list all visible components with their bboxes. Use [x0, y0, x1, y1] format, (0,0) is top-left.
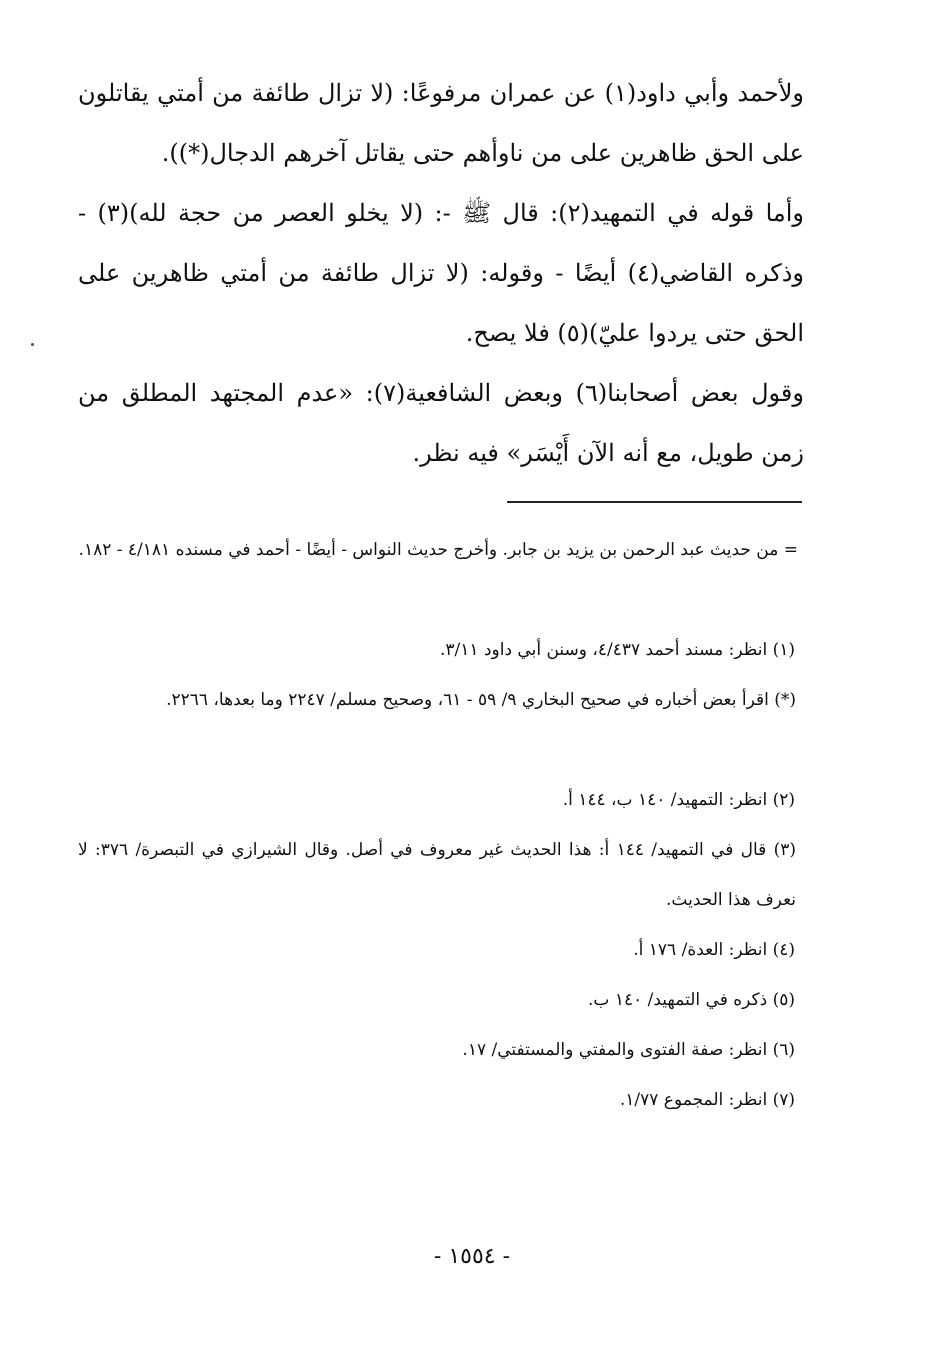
footnote-6: (٦) انظر: صفة الفتوى والمفتي والمستفتي/ ١٧.	[462, 1040, 795, 1060]
footnote-3: (٣) قال في التمهيد/ ١٤٤ أ: هذا الحديث غير معروف في أصل. وقال الشيرازي في التبصرة/ ٣٧٦: لا نعرف هذا الحديث.	[78, 840, 797, 910]
body-paragraph-3: وقول بعض أصحابنا(٦) وبعض الشافعية(٧): «عدم المجتهد المطلق من زمن طويل، مع أنه الآن أَيْسَر» فيه نظر.	[78, 379, 804, 467]
footnote-1: (١) انظر: مسند أحمد ٤/٤٣٧، وسنن أبي داود ٣/١١.	[440, 640, 795, 660]
body-paragraph-2: وأما قوله في التمهيد(٢): قال ﷺ -: (لا يخلو العصر من حجة لله)(٣) - وذكره القاضي(٤) أيضًا - وقوله: (لا تزال طائفة من أمتي ظاهرين على الحق حتى يردوا عليّ)(٥) فلا يصح.	[78, 199, 805, 347]
body-paragraph-1: ولأحمد وأبي داود(١) عن عمران مرفوعًا: (لا تزال طائفة من أمتي يقاتلون على الحق ظاهرين على من ناوأهم حتى يقاتل آخرهم الدجال(*)).	[78, 79, 805, 167]
footnote-2: (٢) انظر: التمهيد/ ١٤٠ ب، ١٤٤ أ.	[562, 790, 795, 810]
footnote-7: (٧) انظر: المجموع ١/٧٧.	[619, 1090, 795, 1110]
page-number: - ١٥٥٤ -	[433, 1244, 511, 1269]
footnote-4: (٤) انظر: العدة/ ١٧٦ أ.	[633, 940, 795, 960]
margin-dot	[31, 343, 34, 346]
footnote-5: (٥) ذكره في التمهيد/ ١٤٠ ب.	[588, 990, 795, 1010]
footnote-divider	[507, 501, 802, 503]
footnote-star: (*) اقرأ بعض أخباره في صحيح البخاري ٩/ ٥٩ - ٦١، وصحيح مسلم/ ٢٢٤٧ وما بعدها، ٢٢٦٦.	[166, 690, 796, 710]
footnote-continuation: = من حديث عبد الرحمن بن يزيد بن جابر. وأخرج حديث النواس - أيضًا - أحمد في مسنده ٤/١٨١ - ١٨٢.	[78, 540, 798, 560]
